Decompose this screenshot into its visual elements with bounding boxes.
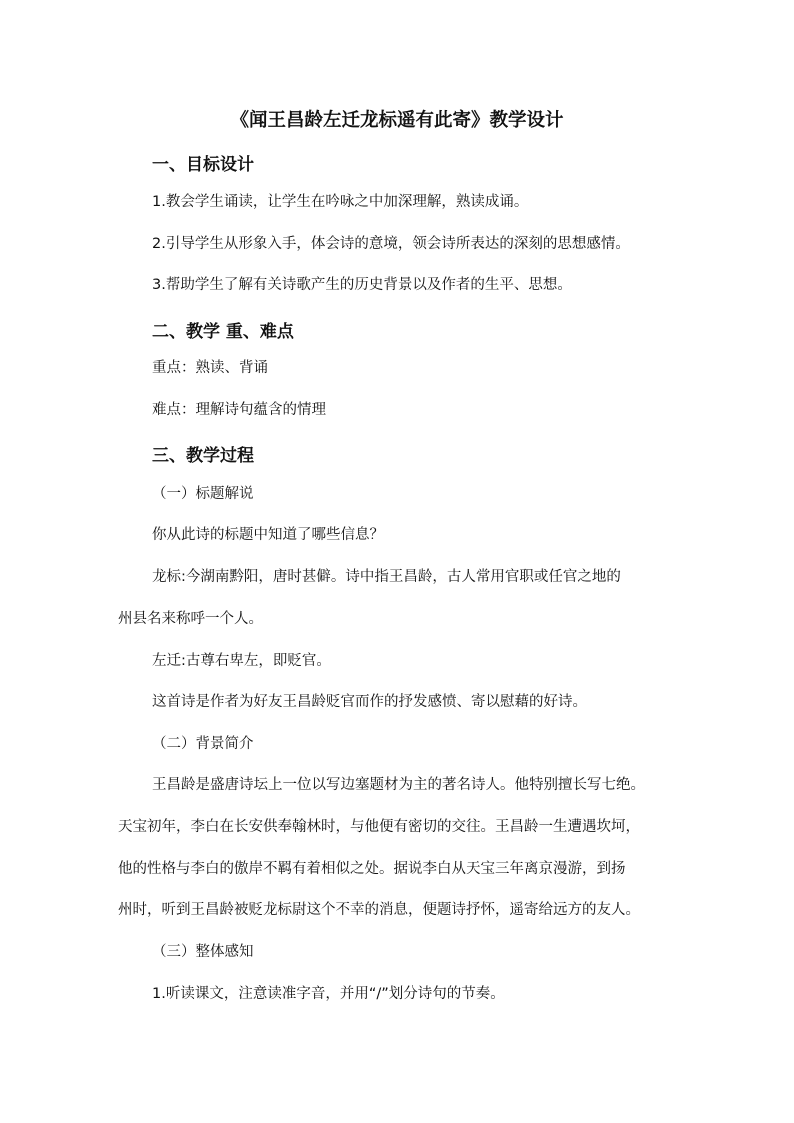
section-heading-goals: 一、目标设计 bbox=[152, 155, 254, 175]
longbiao-paragraph-line-2: 州县名来称呼一个人。 bbox=[118, 611, 263, 627]
subheading-background: （二）背景简介 bbox=[152, 736, 254, 752]
background-line-1: 王昌龄是盛唐诗坛上一位以写边塞题材为主的著名诗人。他特别擅长写七绝。 bbox=[152, 777, 645, 793]
section-heading-process: 三、教学过程 bbox=[152, 446, 254, 466]
longbiao-paragraph-line-1: 龙标:今湖南黔阳，唐时甚僻。诗中指王昌龄，古人常用官职或任官之地的 bbox=[152, 569, 621, 585]
subheading-overall-perception: （三）整体感知 bbox=[152, 944, 254, 960]
background-line-3: 他的性格与李白的傲岸不羁有着相似之处。据说李白从天宝三年离京漫游，到扬 bbox=[118, 861, 626, 877]
section-heading-key-points: 二、教学 重、难点 bbox=[152, 322, 294, 342]
difficult-point-text: 难点：理解诗句蕴含的情理 bbox=[152, 402, 326, 418]
goal-item-3: 3.帮助学生了解有关诗歌产生的历史背景以及作者的生平、思想。 bbox=[152, 277, 572, 293]
goal-item-2: 2.引导学生从形象入手，体会诗的意境，领会诗所表达的深刻的思想感情。 bbox=[152, 236, 630, 252]
question-text: 你从此诗的标题中知道了哪些信息？ bbox=[152, 527, 384, 543]
zuoqian-paragraph: 左迁:古尊右卑左，即贬官。 bbox=[152, 653, 331, 669]
subheading-title-explanation: （一）标题解说 bbox=[152, 486, 254, 502]
poem-summary: 这首诗是作者为好友王昌龄贬官而作的抒发感愤、寄以慰藉的好诗。 bbox=[152, 694, 587, 710]
document-title: 《闻王昌龄左迁龙标遥有此寄》教学设计 bbox=[230, 110, 564, 131]
listening-instruction: 1.听读课文，注意读准字音，并用“/”划分诗句的节奏。 bbox=[152, 986, 505, 1002]
key-point-text: 重点：熟读、背诵 bbox=[152, 360, 268, 376]
goal-item-1: 1.教会学生诵读，让学生在吟咏之中加深理解，熟读成诵。 bbox=[152, 194, 529, 210]
background-line-4: 州时，听到王昌龄被贬龙标尉这个不幸的消息，便题诗抒怀，遥寄给远方的友人。 bbox=[118, 902, 640, 918]
background-line-2: 天宝初年，李白在长安供奉翰林时，与他便有密切的交往。王昌龄一生遭遇坎坷， bbox=[118, 819, 640, 835]
